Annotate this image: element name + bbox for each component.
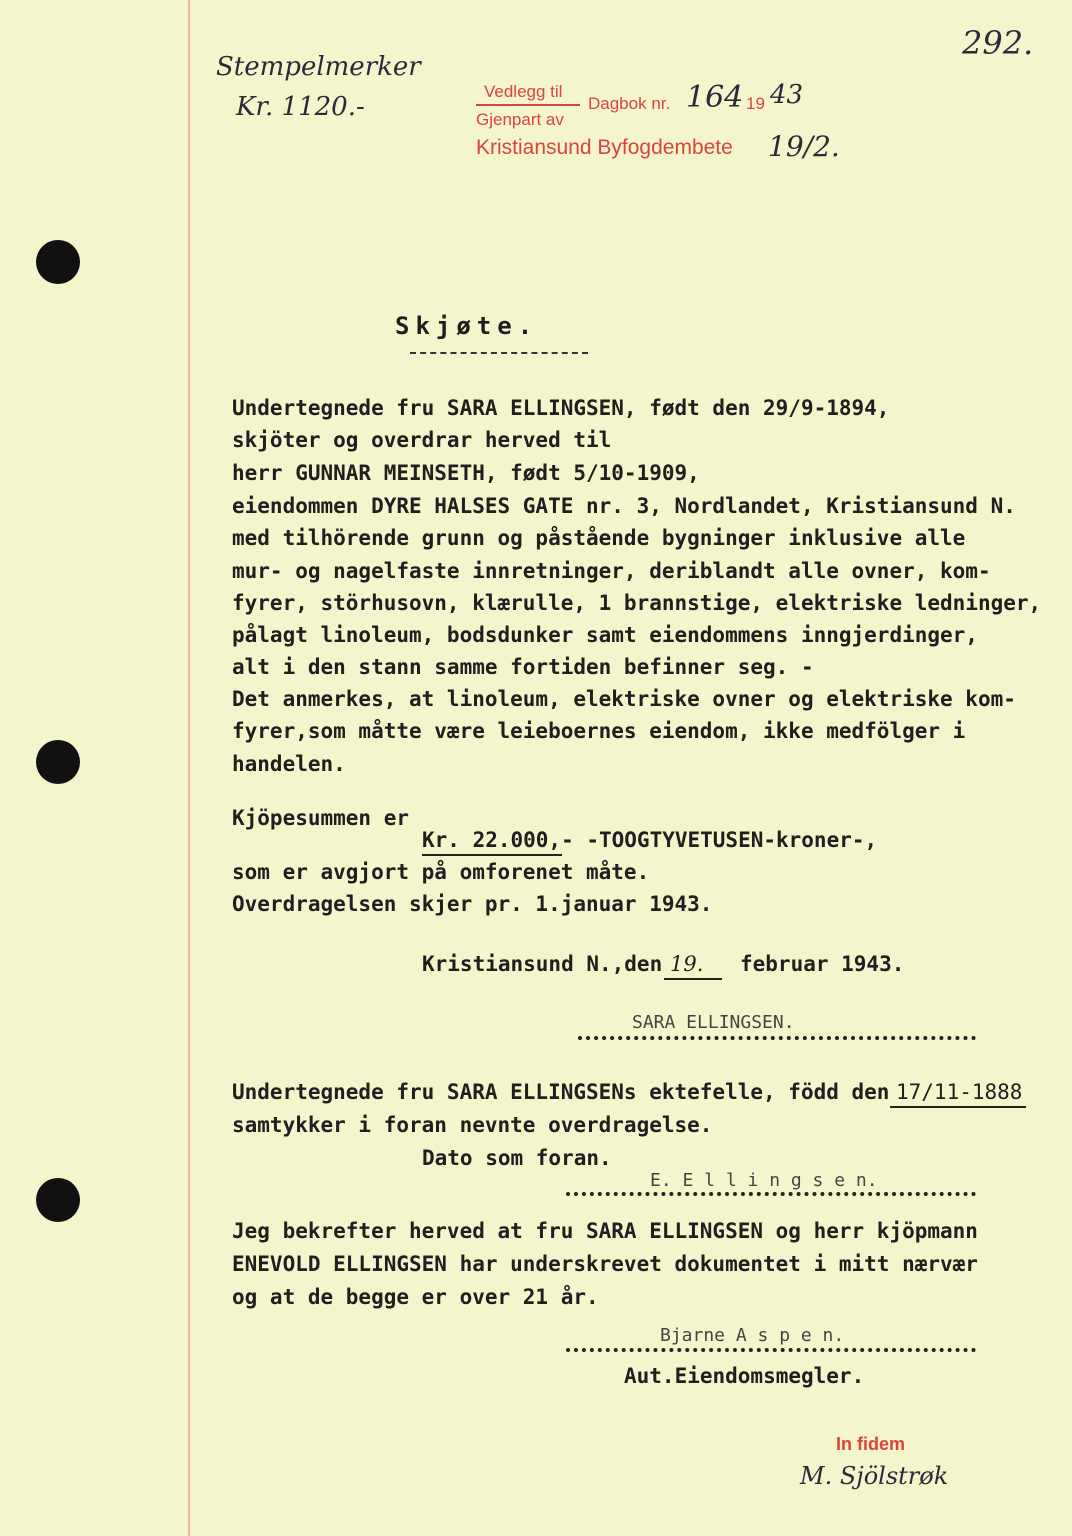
text-line: alt i den stann samme fortiden befinner seg. - — [232, 655, 814, 679]
place-date: Kristiansund N.,den — [422, 952, 663, 976]
stamp-year-suffix: 43 — [770, 80, 804, 110]
text-line: som er avgjort på omforenet måte. — [232, 860, 650, 884]
day-underline — [664, 978, 722, 980]
in-fidem-stamp: In fidem — [836, 1434, 906, 1454]
stamp-dagbok: Dagbok nr. — [588, 94, 671, 113]
stamp-office: Kristiansund Byfogdembete — [476, 136, 733, 159]
signature-dots — [578, 1036, 976, 1040]
signature-dots — [566, 1192, 976, 1196]
text-line: skjöter og overdrar herved til — [232, 428, 612, 452]
text-line: mur- og nagelfaste innretninger, deriblandt alle ovner, kom- — [232, 559, 991, 583]
birthdate-underline — [890, 1106, 1026, 1108]
text-line: og at de begge er over 21 år. — [232, 1285, 599, 1309]
price-value: Kr. 22.000,- -TOOGTYVETUSEN-kroner-, — [422, 828, 878, 852]
document-title: Skjøte. — [395, 312, 539, 340]
spouse-birthdate: 17/11-1888 — [896, 1080, 1023, 1104]
text-line: Overdragelsen skjer pr. 1.januar 1943. — [232, 892, 713, 916]
text-line: herr GUNNAR MEINSETH, født 5/10-1909, — [232, 461, 700, 485]
signature-spouse: E. E l l i n g s e n. — [650, 1170, 878, 1191]
text-line: Undertegnede fru SARA ELLINGSEN, født den 29/9-1894, — [232, 396, 890, 420]
text-line: Jeg bekrefter herved at fru SARA ELLINGSEN og herr kjöpmann — [232, 1219, 978, 1243]
stamp-year-prefix: 19 — [746, 94, 765, 113]
signature-broker: Bjarne A s p e n. — [660, 1325, 845, 1346]
spouse-line: Undertegnede fru SARA ELLINGSENs ektefelle, född den — [232, 1080, 890, 1104]
stamp-line2: Gjenpart av — [476, 110, 564, 129]
text-line: Det anmerkes, at linoleum, elektriske ovner og elektriske kom- — [232, 687, 1016, 711]
clerk-signature: M. Sjölstrøk — [800, 1462, 949, 1490]
page-number: 292. — [962, 24, 1034, 62]
stamp-date: 19/2. — [768, 130, 840, 163]
text-line: Dato som foran. — [422, 1146, 612, 1170]
stamp-duty-amount: Kr. 1120.- — [236, 92, 365, 122]
stamp-rule — [476, 104, 580, 106]
text-line: med tilhörende grunn og påstående bygninger inklusive alle — [232, 526, 966, 550]
stamp-duty-note: Stempelmerker — [216, 52, 421, 82]
text-line: eiendommen DYRE HALSES GATE nr. 3, Nordlandet, Kristiansund N. — [232, 494, 1016, 518]
punch-hole — [36, 240, 80, 284]
broker-title: Aut.Eiendomsmegler. — [624, 1364, 865, 1388]
punch-hole — [36, 1178, 80, 1222]
text-line: fyrer, störhusovn, klærulle, 1 brannstige, elektriske ledninger, — [232, 591, 1042, 615]
stamp-line1: Vedlegg til — [484, 82, 563, 101]
signature-dots — [566, 1348, 976, 1352]
title-rule — [410, 352, 588, 354]
place-date-day: 19. — [670, 952, 704, 976]
price-label: Kjöpesummen er — [232, 806, 410, 830]
text-line: ENEVOLD ELLINGSEN har underskrevet dokumentet i mitt nærvær — [232, 1252, 978, 1276]
text-line: samtykker i foran nevnte overdragelse. — [232, 1113, 713, 1137]
place-date-rest: februar 1943. — [740, 952, 905, 976]
punch-hole — [36, 740, 80, 784]
signature-seller: SARA ELLINGSEN. — [632, 1012, 795, 1033]
text-line: fyrer,som måtte være leieboernes eiendom, ikke medfölger i — [232, 719, 966, 743]
text-line: handelen. — [232, 752, 346, 776]
stamp-dagbok-number: 164 — [686, 80, 744, 115]
price-underline — [422, 854, 562, 856]
text-line: pålagt linoleum, bodsdunker samt eiendommens inngjerdinger, — [232, 623, 978, 647]
margin-line — [188, 0, 190, 1536]
